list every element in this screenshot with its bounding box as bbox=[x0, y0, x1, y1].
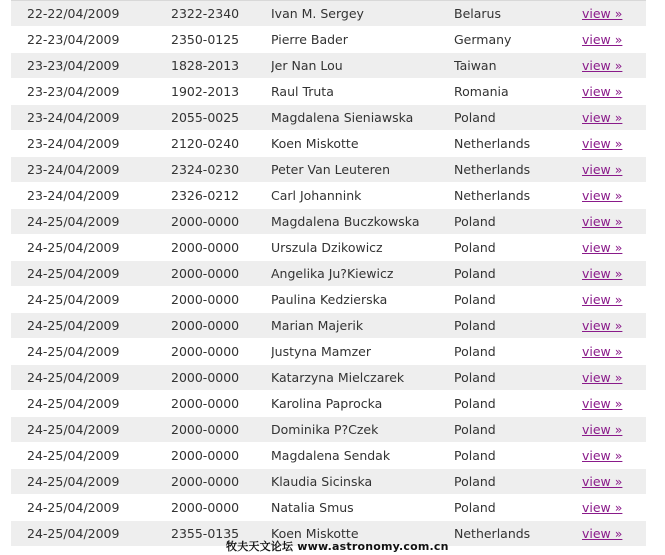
view-cell bbox=[582, 365, 646, 391]
view-cell bbox=[582, 79, 646, 105]
observer-name-cell: Koen Miskotte bbox=[271, 521, 454, 547]
country-cell: Germany bbox=[454, 27, 582, 53]
time-range-cell: 2000-0000 bbox=[171, 209, 271, 235]
date-cell: 23-24/04/2009 bbox=[11, 105, 171, 131]
country-cell: Poland bbox=[454, 365, 582, 391]
view-cell bbox=[582, 27, 646, 53]
observer-name-cell: Urszula Dzikowicz bbox=[271, 235, 454, 261]
time-range-cell: 2000-0000 bbox=[171, 391, 271, 417]
country-cell: Poland bbox=[454, 235, 582, 261]
table-row bbox=[11, 365, 646, 391]
time-range-cell: 2324-0230 bbox=[171, 157, 271, 183]
country-cell: Poland bbox=[454, 339, 582, 365]
time-range-cell: 2000-0000 bbox=[171, 287, 271, 313]
observer-name-cell: Raul Truta bbox=[271, 79, 454, 105]
date-cell: 24-25/04/2009 bbox=[11, 469, 171, 495]
view-link[interactable]: view » bbox=[582, 292, 623, 307]
table-row bbox=[11, 469, 646, 495]
time-range-cell: 2000-0000 bbox=[171, 261, 271, 287]
view-cell bbox=[582, 105, 646, 131]
view-cell bbox=[582, 261, 646, 287]
observer-name-cell: Pierre Bader bbox=[271, 27, 454, 53]
country-cell: Poland bbox=[454, 391, 582, 417]
time-range-cell: 2350-0125 bbox=[171, 27, 271, 53]
view-link[interactable]: view » bbox=[582, 136, 623, 151]
view-cell bbox=[582, 495, 646, 521]
country-cell: Poland bbox=[454, 287, 582, 313]
date-cell: 23-24/04/2009 bbox=[11, 131, 171, 157]
time-range-cell: 2055-0025 bbox=[171, 105, 271, 131]
view-link[interactable]: view » bbox=[582, 344, 623, 359]
view-cell bbox=[582, 469, 646, 495]
observer-name-cell: Paulina Kedzierska bbox=[271, 287, 454, 313]
observer-name-cell: Magdalena Buczkowska bbox=[271, 209, 454, 235]
observer-name-cell: Magdalena Sendak bbox=[271, 443, 454, 469]
time-range-cell: 1828-2013 bbox=[171, 53, 271, 79]
date-cell: 23-23/04/2009 bbox=[11, 79, 171, 105]
observations-table-body bbox=[11, 1, 646, 547]
country-cell: Netherlands bbox=[454, 157, 582, 183]
time-range-cell: 2322-2340 bbox=[171, 1, 271, 27]
view-link[interactable]: view » bbox=[582, 526, 623, 541]
view-cell bbox=[582, 313, 646, 339]
observer-name-cell: Jer Nan Lou bbox=[271, 53, 454, 79]
view-link[interactable]: view » bbox=[582, 370, 623, 385]
country-cell: Poland bbox=[454, 105, 582, 131]
time-range-cell: 2120-0240 bbox=[171, 131, 271, 157]
date-cell: 22-22/04/2009 bbox=[11, 1, 171, 27]
view-link[interactable]: view » bbox=[582, 448, 623, 463]
observer-name-cell: Natalia Smus bbox=[271, 495, 454, 521]
view-cell bbox=[582, 183, 646, 209]
time-range-cell: 2000-0000 bbox=[171, 469, 271, 495]
view-cell bbox=[582, 53, 646, 79]
table-row bbox=[11, 261, 646, 287]
table-row bbox=[11, 183, 646, 209]
time-range-cell: 2355-0135 bbox=[171, 521, 271, 547]
date-cell: 24-25/04/2009 bbox=[11, 391, 171, 417]
time-range-cell: 2000-0000 bbox=[171, 235, 271, 261]
observer-name-cell: Dominika P?Czek bbox=[271, 417, 454, 443]
view-link[interactable]: view » bbox=[582, 240, 623, 255]
country-cell: Taiwan bbox=[454, 53, 582, 79]
country-cell: Poland bbox=[454, 443, 582, 469]
observer-name-cell: Klaudia Sicinska bbox=[271, 469, 454, 495]
watermark-text: 牧夫天文论坛 www.astronomy.com.cn bbox=[226, 540, 449, 553]
view-cell bbox=[582, 443, 646, 469]
date-cell: 23-24/04/2009 bbox=[11, 157, 171, 183]
view-link[interactable]: view » bbox=[582, 396, 623, 411]
view-cell bbox=[582, 1, 646, 27]
time-range-cell: 2000-0000 bbox=[171, 417, 271, 443]
observer-name-cell: Peter Van Leuteren bbox=[271, 157, 454, 183]
observer-name-cell: Katarzyna Mielczarek bbox=[271, 365, 454, 391]
table-row bbox=[11, 443, 646, 469]
time-range-cell: 1902-2013 bbox=[171, 79, 271, 105]
view-link[interactable]: view » bbox=[582, 110, 623, 125]
observer-name-cell: Angelika Ju?Kiewicz bbox=[271, 261, 454, 287]
view-cell bbox=[582, 339, 646, 365]
country-cell: Netherlands bbox=[454, 521, 582, 547]
view-cell bbox=[582, 287, 646, 313]
view-link[interactable]: view » bbox=[582, 500, 623, 515]
view-link[interactable]: view » bbox=[582, 188, 623, 203]
date-cell: 24-25/04/2009 bbox=[11, 235, 171, 261]
observer-name-cell: Karolina Paprocka bbox=[271, 391, 454, 417]
country-cell: Romania bbox=[454, 79, 582, 105]
view-link[interactable]: view » bbox=[582, 32, 623, 47]
table-row bbox=[11, 79, 646, 105]
table-row bbox=[11, 27, 646, 53]
view-link[interactable]: view » bbox=[582, 318, 623, 333]
date-cell: 24-25/04/2009 bbox=[11, 339, 171, 365]
table-row bbox=[11, 105, 646, 131]
country-cell: Poland bbox=[454, 209, 582, 235]
country-cell: Netherlands bbox=[454, 183, 582, 209]
observations-table-container bbox=[11, 0, 630, 547]
table-row bbox=[11, 157, 646, 183]
view-link[interactable]: view » bbox=[582, 214, 623, 229]
country-cell: Poland bbox=[454, 417, 582, 443]
view-link[interactable]: view » bbox=[582, 422, 623, 437]
date-cell: 24-25/04/2009 bbox=[11, 261, 171, 287]
view-link[interactable]: view » bbox=[582, 474, 623, 489]
view-cell bbox=[582, 209, 646, 235]
table-row bbox=[11, 391, 646, 417]
view-cell bbox=[582, 521, 646, 547]
table-row bbox=[11, 417, 646, 443]
country-cell: Belarus bbox=[454, 1, 582, 27]
date-cell: 23-23/04/2009 bbox=[11, 53, 171, 79]
view-cell bbox=[582, 417, 646, 443]
table-row bbox=[11, 53, 646, 79]
country-cell: Poland bbox=[454, 261, 582, 287]
view-cell bbox=[582, 157, 646, 183]
date-cell: 23-24/04/2009 bbox=[11, 183, 171, 209]
table-row bbox=[11, 131, 646, 157]
observer-name-cell: Justyna Mamzer bbox=[271, 339, 454, 365]
time-range-cell: 2000-0000 bbox=[171, 365, 271, 391]
view-link[interactable]: view » bbox=[582, 6, 623, 21]
table-row bbox=[11, 235, 646, 261]
observer-name-cell: Magdalena Sieniawska bbox=[271, 105, 454, 131]
observer-name-cell: Carl Johannink bbox=[271, 183, 454, 209]
time-range-cell: 2000-0000 bbox=[171, 339, 271, 365]
country-cell: Poland bbox=[454, 495, 582, 521]
date-cell: 24-25/04/2009 bbox=[11, 495, 171, 521]
observer-name-cell: Koen Miskotte bbox=[271, 131, 454, 157]
view-link[interactable]: view » bbox=[582, 84, 623, 99]
table-row bbox=[11, 339, 646, 365]
time-range-cell: 2000-0000 bbox=[171, 313, 271, 339]
date-cell: 24-25/04/2009 bbox=[11, 313, 171, 339]
country-cell: Poland bbox=[454, 469, 582, 495]
view-cell bbox=[582, 391, 646, 417]
table-row bbox=[11, 287, 646, 313]
time-range-cell: 2000-0000 bbox=[171, 495, 271, 521]
view-link[interactable]: view » bbox=[582, 58, 623, 73]
date-cell: 24-25/04/2009 bbox=[11, 365, 171, 391]
country-cell: Poland bbox=[454, 313, 582, 339]
table-row bbox=[11, 209, 646, 235]
observer-name-cell: Marian Majerik bbox=[271, 313, 454, 339]
view-cell bbox=[582, 235, 646, 261]
table-row bbox=[11, 1, 646, 27]
date-cell: 22-23/04/2009 bbox=[11, 27, 171, 53]
date-cell: 24-25/04/2009 bbox=[11, 209, 171, 235]
date-cell: 24-25/04/2009 bbox=[11, 287, 171, 313]
observations-table bbox=[11, 0, 646, 547]
time-range-cell: 2326-0212 bbox=[171, 183, 271, 209]
date-cell: 24-25/04/2009 bbox=[11, 443, 171, 469]
date-cell: 24-25/04/2009 bbox=[11, 521, 171, 547]
view-link[interactable]: view » bbox=[582, 162, 623, 177]
view-cell bbox=[582, 131, 646, 157]
time-range-cell: 2000-0000 bbox=[171, 443, 271, 469]
country-cell: Netherlands bbox=[454, 131, 582, 157]
table-row bbox=[11, 313, 646, 339]
date-cell: 24-25/04/2009 bbox=[11, 417, 171, 443]
table-row bbox=[11, 495, 646, 521]
view-link[interactable]: view » bbox=[582, 266, 623, 281]
observer-name-cell: Ivan M. Sergey bbox=[271, 1, 454, 27]
